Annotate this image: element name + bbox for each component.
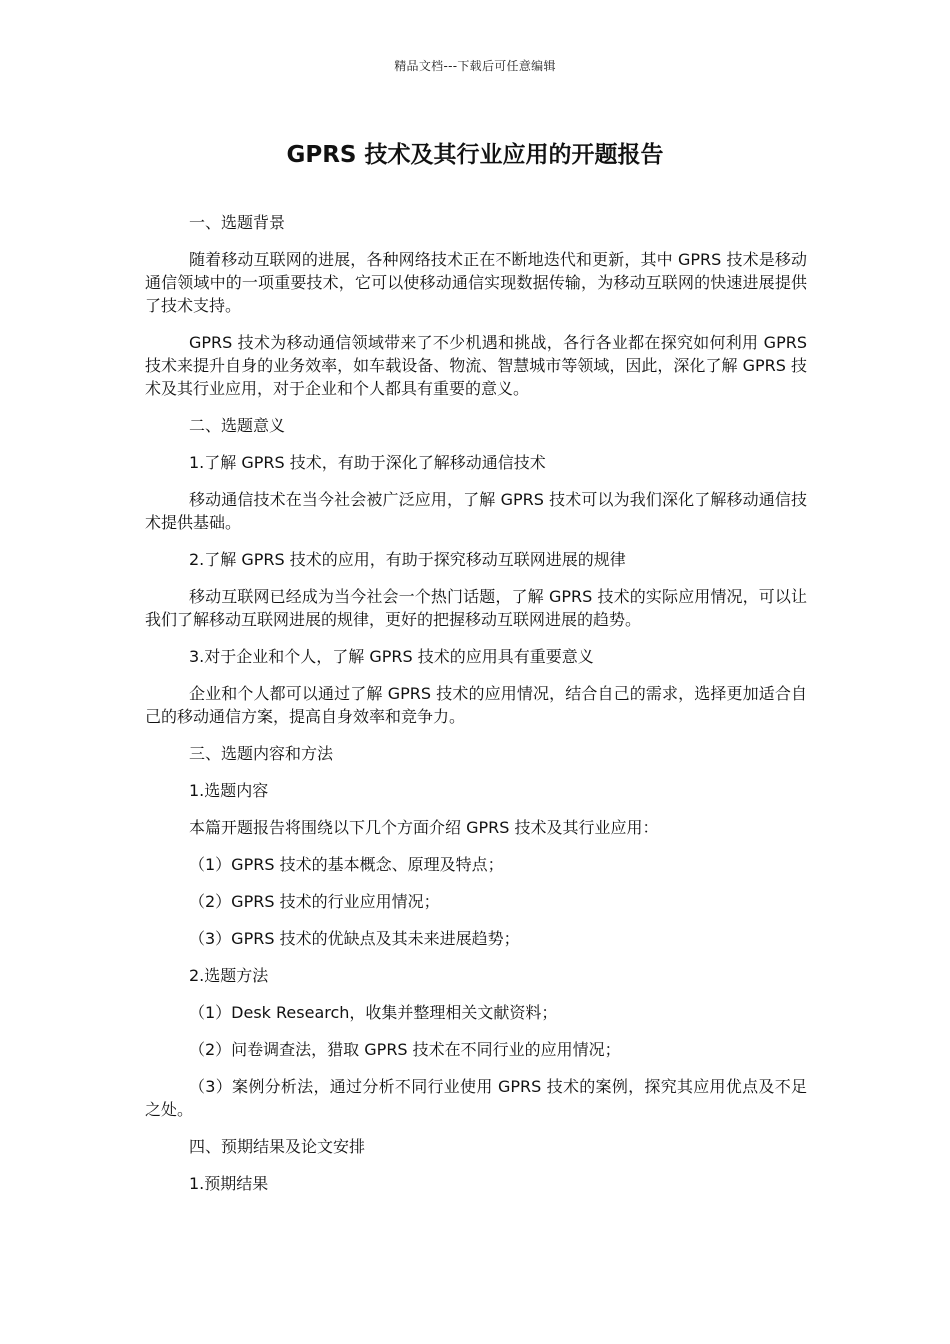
subheading: 2.了解 GPRS 技术的应用，有助于探究移动互联网进展的规律 (189, 550, 626, 569)
subheading: 1.预期结果 (189, 1174, 269, 1193)
subheading: 2.选题方法 (189, 966, 269, 985)
paragraph: GPRS 技术为移动通信领域带来了不少机遇和挑战，各行各业都在探究如何利用 GPRS 技术来提升自身的业务效率，如车载设备、物流、智慧城市等领域，因此，深化了解 GPRS 技术及其行业应用，对于企业和个人都具有重要的意义。 (145, 333, 807, 398)
paragraph: 随着移动互联网的进展，各种网络技术正在不断地迭代和更新，其中 GPRS 技术是移动通信领域中的一项重要技术，它可以使移动通信实现数据传输，为移动互联网的快速进展提供了技术支持。 (145, 250, 807, 315)
paragraph: 移动互联网已经成为当今社会一个热门话题，了解 GPRS 技术的实际应用情况，可以让我们了解移动互联网进展的规律，更好的把握移动互联网进展的趋势。 (145, 587, 807, 629)
document-body (145, 211, 807, 1209)
list-item: （2）问卷调查法，猎取 GPRS 技术在不同行业的应用情况； (189, 1040, 621, 1059)
subheading: 1.选题内容 (189, 781, 269, 800)
paragraph: 本篇开题报告将围绕以下几个方面介绍 GPRS 技术及其行业应用： (189, 818, 659, 837)
list-item: （1）GPRS 技术的基本概念、原理及特点； (189, 855, 504, 874)
paragraph: 移动通信技术在当今社会被广泛应用，了解 GPRS 技术可以为我们深化了解移动通信技术提供基础。 (145, 490, 807, 532)
list-item: （1）Desk Research，收集并整理相关文献资料； (189, 1003, 558, 1022)
list-item: （3）GPRS 技术的优缺点及其未来进展趋势； (189, 929, 520, 948)
section-heading-content-methods: 三、选题内容和方法 (189, 744, 334, 763)
list-item: （3）案例分析法，通过分析不同行业使用 GPRS 技术的案例，探究其应用优点及不足之处。 (145, 1077, 807, 1119)
paragraph: 企业和个人都可以通过了解 GPRS 技术的应用情况，结合自己的需求，选择更加适合自己的移动通信方案，提高自身效率和竞争力。 (145, 684, 807, 726)
subheading: 1.了解 GPRS 技术，有助于深化了解移动通信技术 (189, 453, 546, 472)
subheading: 3.对于企业和个人，了解 GPRS 技术的应用具有重要意义 (189, 647, 594, 666)
document-title: GPRS 技术及其行业应用的开题报告 (286, 142, 664, 168)
header-note: 精品文档---下载后可任意编辑 (394, 59, 556, 73)
list-item: （2）GPRS 技术的行业应用情况； (189, 892, 440, 911)
section-heading-expected-results: 四、预期结果及论文安排 (189, 1137, 366, 1156)
section-heading-background: 一、选题背景 (189, 213, 286, 232)
section-heading-significance: 二、选题意义 (189, 416, 286, 435)
